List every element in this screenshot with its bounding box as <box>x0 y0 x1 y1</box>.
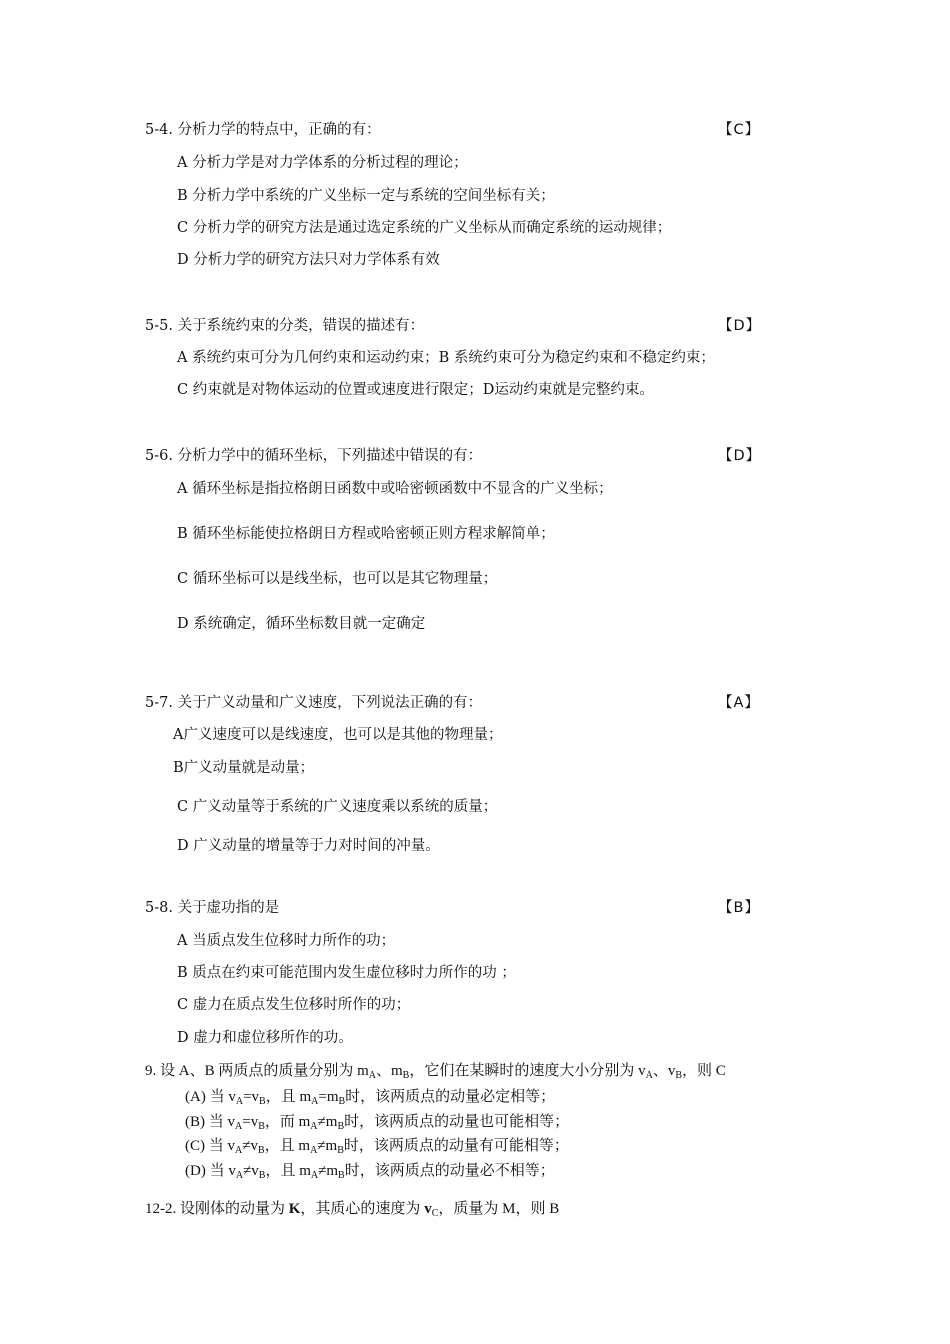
option-line: D 虚力和虚位移所作的功。 <box>177 1030 353 1046</box>
option-line: D 分析力学的研究方法只对力学体系有效 <box>177 252 440 268</box>
option-line: A 循环坐标是指拉格朗日函数中或哈密顿函数中不显含的广义坐标； <box>177 481 613 497</box>
question-9-option: (D) 当 $v_A\ne v_B$，且 $m_A\ne m_B$时，该两质点的动量必不相等； <box>185 1163 555 1181</box>
answer-badge: 【C】 <box>718 122 761 138</box>
option-line: B 分析力学中系统的广义坐标一定与系统的空间坐标有关； <box>177 188 555 204</box>
option-line: C 循环坐标可以是线坐标，也可以是其它物理量； <box>177 571 498 587</box>
question-stem: 5-4. 分析力学的特点中，正确的有： <box>145 122 381 138</box>
question-12-2-stem: 12-2. 设刚体的动量为 K，其质心的速度为 $v_C$，质量为 M，则 B <box>145 1201 560 1219</box>
question-9-option: (B) 当 $v_A=v_B$，而 $m_A\ne m_B$时，该两质点的动量也可能相等； <box>185 1114 570 1132</box>
answer-badge: 【B】 <box>718 900 760 916</box>
question-9-option: (A) 当 $v_A=v_B$，且 $m_A=m_B$时，该两质点的动量必定相等； <box>185 1089 556 1107</box>
question-9-stem: 9. 设 A、B 两质点的质量分别为 $m_A$、$m_B$，它们在某瞬时的速度大小分别为 $v_A$、$v_B$，则 C <box>145 1063 726 1081</box>
question-9-option: (C) 当 $v_A\ne v_B$，且 $m_A\ne m_B$时，该两质点的动量有可能相等； <box>185 1138 569 1156</box>
option-line: A 当质点发生位移时力所作的功； <box>177 933 396 949</box>
option-line: D 系统确定，循环坐标数目就一定确定 <box>177 616 426 632</box>
question-stem: 5-6. 分析力学中的循环坐标，下列描述中错误的有： <box>145 448 483 464</box>
option-line: D 广义动量的增量等于力对时间的冲量。 <box>177 838 440 854</box>
option-line: C 分析力学的研究方法是通过选定系统的广义坐标从而确定系统的运动规律； <box>177 220 672 236</box>
option-line: A 分析力学是对力学体系的分析过程的理论； <box>177 155 468 171</box>
option-line: C 虚力在质点发生位移时所作的功； <box>177 997 411 1013</box>
option-line: B广义动量就是动量； <box>173 760 315 776</box>
answer-badge: 【D】 <box>718 448 762 464</box>
answer-badge: 【D】 <box>718 318 762 334</box>
option-line: C 约束就是对物体运动的位置或速度进行限定；D运动约束就是完整约束。 <box>177 382 654 398</box>
question-stem: 5-7. 关于广义动量和广义速度，下列说法正确的有： <box>145 695 483 711</box>
question-stem: 5-8. 关于虚功指的是 <box>145 900 280 916</box>
option-line: C 广义动量等于系统的广义速度乘以系统的质量； <box>177 799 498 815</box>
option-line: A 系统约束可分为几何约束和运动约束；B 系统约束可分为稳定约束和不稳定约束； <box>177 350 715 366</box>
option-line: A广义速度可以是线速度，也可以是其他的物理量； <box>173 727 503 743</box>
option-line: B 循环坐标能使拉格朗日方程或哈密顿正则方程求解简单； <box>177 526 555 542</box>
question-stem: 5-5. 关于系统约束的分类，错误的描述有： <box>145 318 425 334</box>
option-line: B 质点在约束可能范围内发生虚位移时力所作的功 ； <box>177 965 516 981</box>
answer-badge: 【A】 <box>718 695 760 711</box>
